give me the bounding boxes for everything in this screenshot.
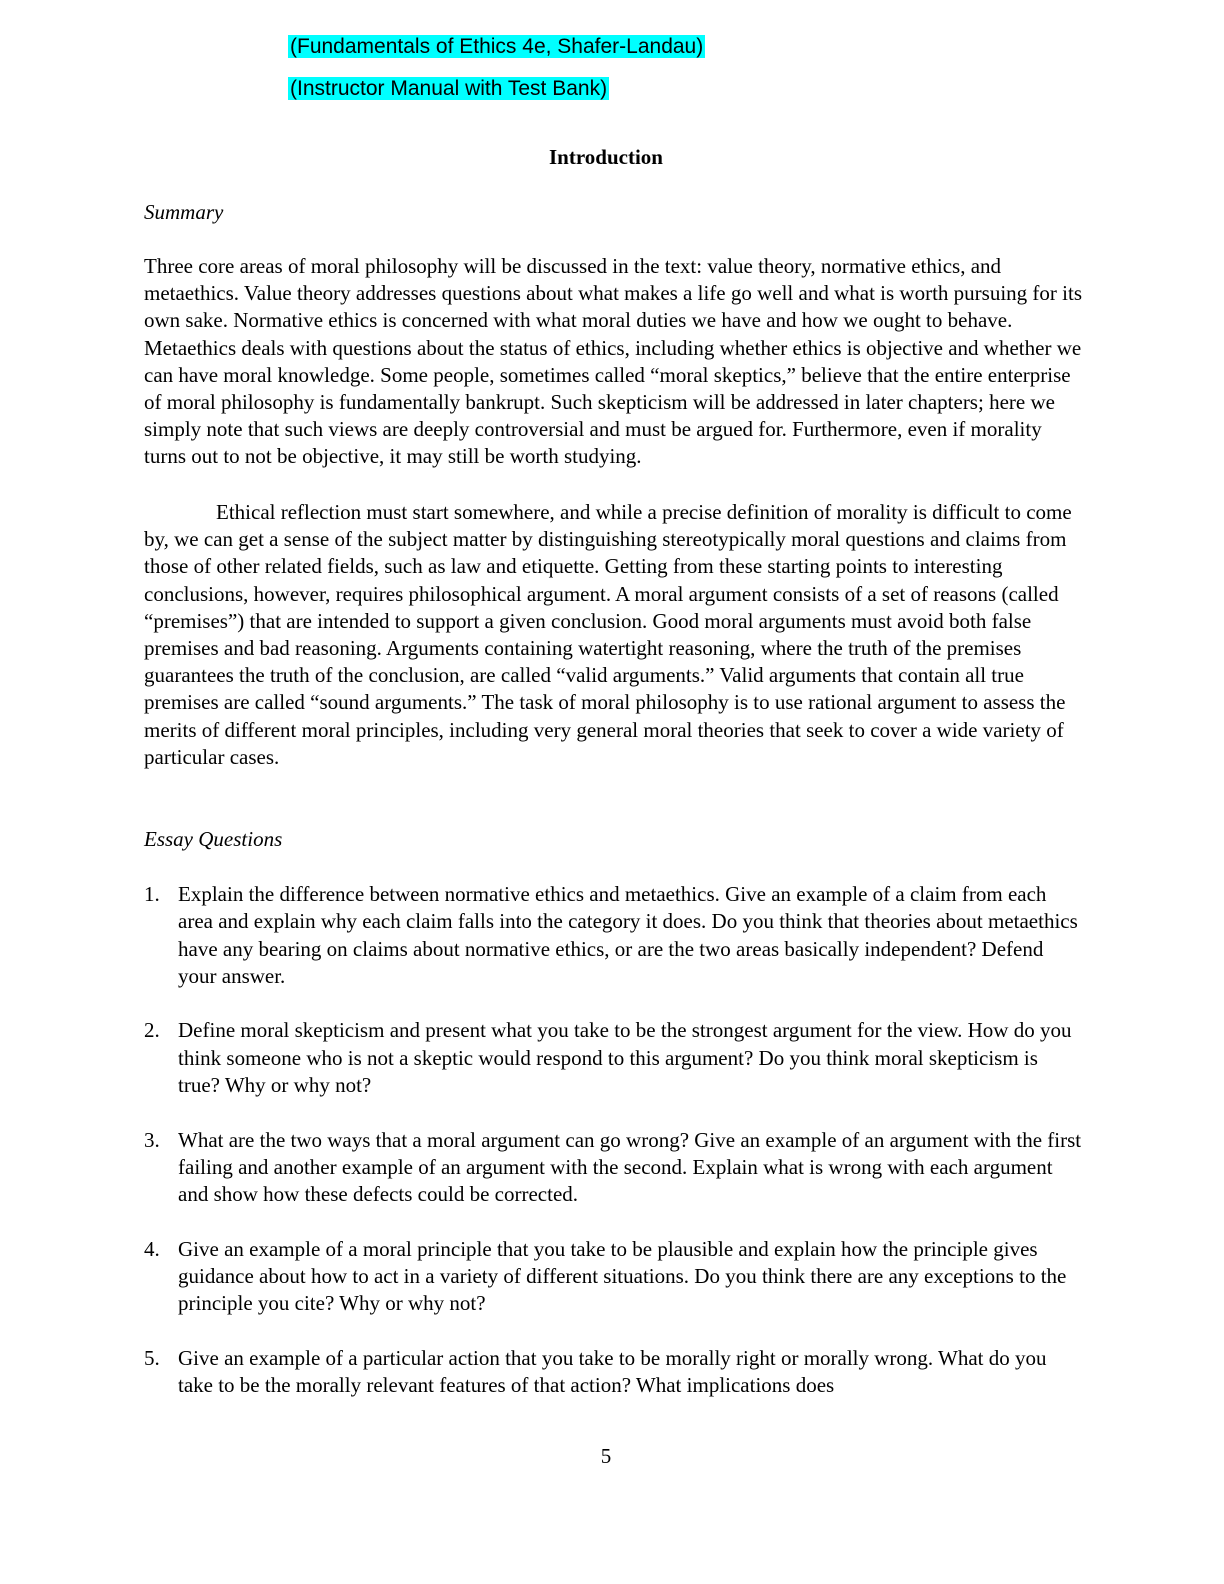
essay-question (144, 1127, 1084, 1209)
question-number: 3. (144, 1127, 160, 1152)
essay-question (144, 1345, 1084, 1400)
summary-heading: Summary (144, 200, 224, 224)
question-number: 5. (144, 1346, 160, 1371)
question-text: Explain the difference between normative ethics and metaethics. Give an example of a claim from each area and explain why each claim falls into the category it does. Do you think that theories about metaethics have any bearing on claims about normative ethics, or are the two areas basically independent? Defend your answer. (178, 882, 1078, 988)
summary-paragraph-2: Ethical reflection must start somewhere, and while a precise definition of morality is difficult to come by, we can get a sense of the subject matter by distinguishing stereotypically moral questions and claims from those of other related fields, such as law and etiquette. Getting from these starting points to interesting conclusions, however, requires philosophical argument. A moral argument consists of a set of reasons (called “premises”) that are intended to support a given conclusion. Good moral arguments must avoid both false premises and bad reasoning. Arguments containing watertight reasoning, where the truth of the premises guarantees the truth of the conclusion, are called “valid arguments.” Valid arguments that contain all true premises are called “sound arguments.” The task of moral philosophy is to use rational argument to assess the merits of different moral principles, including very general moral theories that seek to cover a wide variety of particular cases. (144, 500, 1072, 769)
essay-question (144, 881, 1084, 990)
page-title: Introduction (549, 145, 663, 169)
question-text: What are the two ways that a moral argument can go wrong? Give an example of an argument with the first failing and another example of an argument with the second. Explain what is wrong with each argument and show how these defects could be corrected. (178, 1127, 1082, 1207)
question-text: Give an example of a particular action that you take to be morally right or morally wrong. What do you take to be the morally relevant features of that action? What implications does (178, 1346, 1047, 1398)
header-line-manual (288, 76, 609, 102)
question-number: 4. (144, 1236, 160, 1261)
question-number: 2. (144, 1018, 160, 1043)
header-line-book-title (288, 34, 705, 60)
essay-questions-heading: Essay Questions (144, 827, 283, 851)
essay-question (144, 1236, 1084, 1318)
essay-question-list (144, 881, 1084, 1427)
page-number: 5 (600, 1444, 612, 1468)
highlighted-text: (Fundamentals of Ethics 4e, Shafer-Landau) (290, 35, 704, 58)
highlighted-text: (Instructor Manual with Test Bank) (290, 77, 608, 100)
question-number: 1. (144, 882, 160, 906)
question-text: Give an example of a moral principle that you take to be plausible and explain how the principle gives guidance about how to act in a variety of different situations. Do you think there are any exceptions to the principle you cite? Why or why not? (178, 1236, 1067, 1316)
summary-paragraph-1: Three core areas of moral philosophy will be discussed in the text: value theory, normative ethics, and metaethics. Value theory addresses questions about what makes a life go well and what is worth pursuing for its own sake. Normative ethics is concerned with what moral duties we have and how we ought to behave. Metaethics deals with questions about the status of ethics, including whether ethics is objective and whether we can have moral knowledge. Some people, sometimes called “moral skeptics,” believe that the entire enterprise of moral philosophy is fundamentally bankrupt. Such skepticism will be addressed in later chapters; here we simply note that such views are deeply controversial and must be argued for. Furthermore, even if morality turns out to not be objective, it may still be worth studying. (144, 254, 1082, 469)
question-text: Define moral skepticism and present what you take to be the strongest argument for the view. How do you think someone who is not a skeptic would respond to this argument? Do you think moral skepticism is true? Why or why not? (178, 1018, 1072, 1098)
essay-question (144, 1017, 1084, 1099)
